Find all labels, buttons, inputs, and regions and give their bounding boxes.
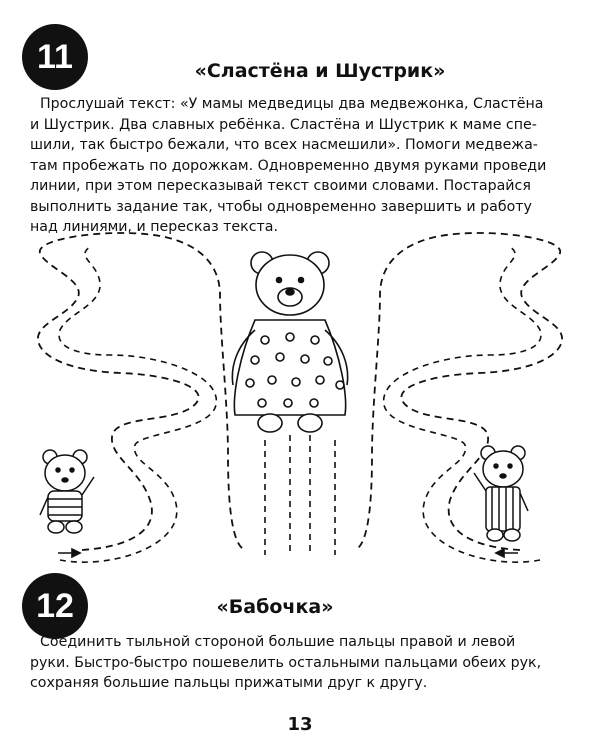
text-line: Прослушай текст: «У мамы медведицы два медвежонка, Сластёна — [40, 96, 544, 112]
exercise-text — [30, 94, 570, 238]
text-line: и Шустрик. Два славных ребёнка. Сластёна и Шустрик к маме спе- — [30, 116, 537, 133]
text-line: там пробежать по дорожкам. Одновременно двумя руками проведи — [30, 157, 547, 174]
bear-cub-left-illustration — [40, 450, 94, 533]
text-line: сохраняя большие пальцы прижатыми друг к другу. — [30, 675, 428, 691]
exercise-number: 11 — [37, 37, 73, 76]
exercise-text — [30, 632, 570, 694]
mother-bear-illustration — [232, 252, 347, 432]
page-number: 13 — [287, 714, 313, 735]
bear-cub-right-illustration — [474, 446, 528, 541]
text-line: линии, при этом пересказывай текст своими словами. Постарайся — [30, 178, 531, 194]
arrow-right-icon — [58, 549, 80, 557]
text-line: над линиями, и пересказ текста. — [30, 219, 278, 235]
text-line: Соединить тыльной стороной большие пальцы правой и левой — [40, 634, 516, 650]
exercise-title: «Бабочка» — [216, 596, 334, 618]
center-tracing-lanes — [265, 435, 335, 555]
text-line: шили, так быстро бежали, что всех насмешили». Помоги медвежа- — [30, 137, 538, 153]
exercise-number: 12 — [36, 586, 74, 625]
right-tracing-path[interactable] — [355, 233, 562, 550]
tracing-maze-illustration — [0, 225, 600, 580]
exercise-title: «Сластёна и Шустрик» — [194, 60, 446, 82]
text-line: руки. Быстро-быстро пошевелить остальными пальцами обеих рук, — [30, 654, 542, 671]
text-line: выполнить задание так, чтобы одновременно завершить и работу — [30, 198, 532, 215]
